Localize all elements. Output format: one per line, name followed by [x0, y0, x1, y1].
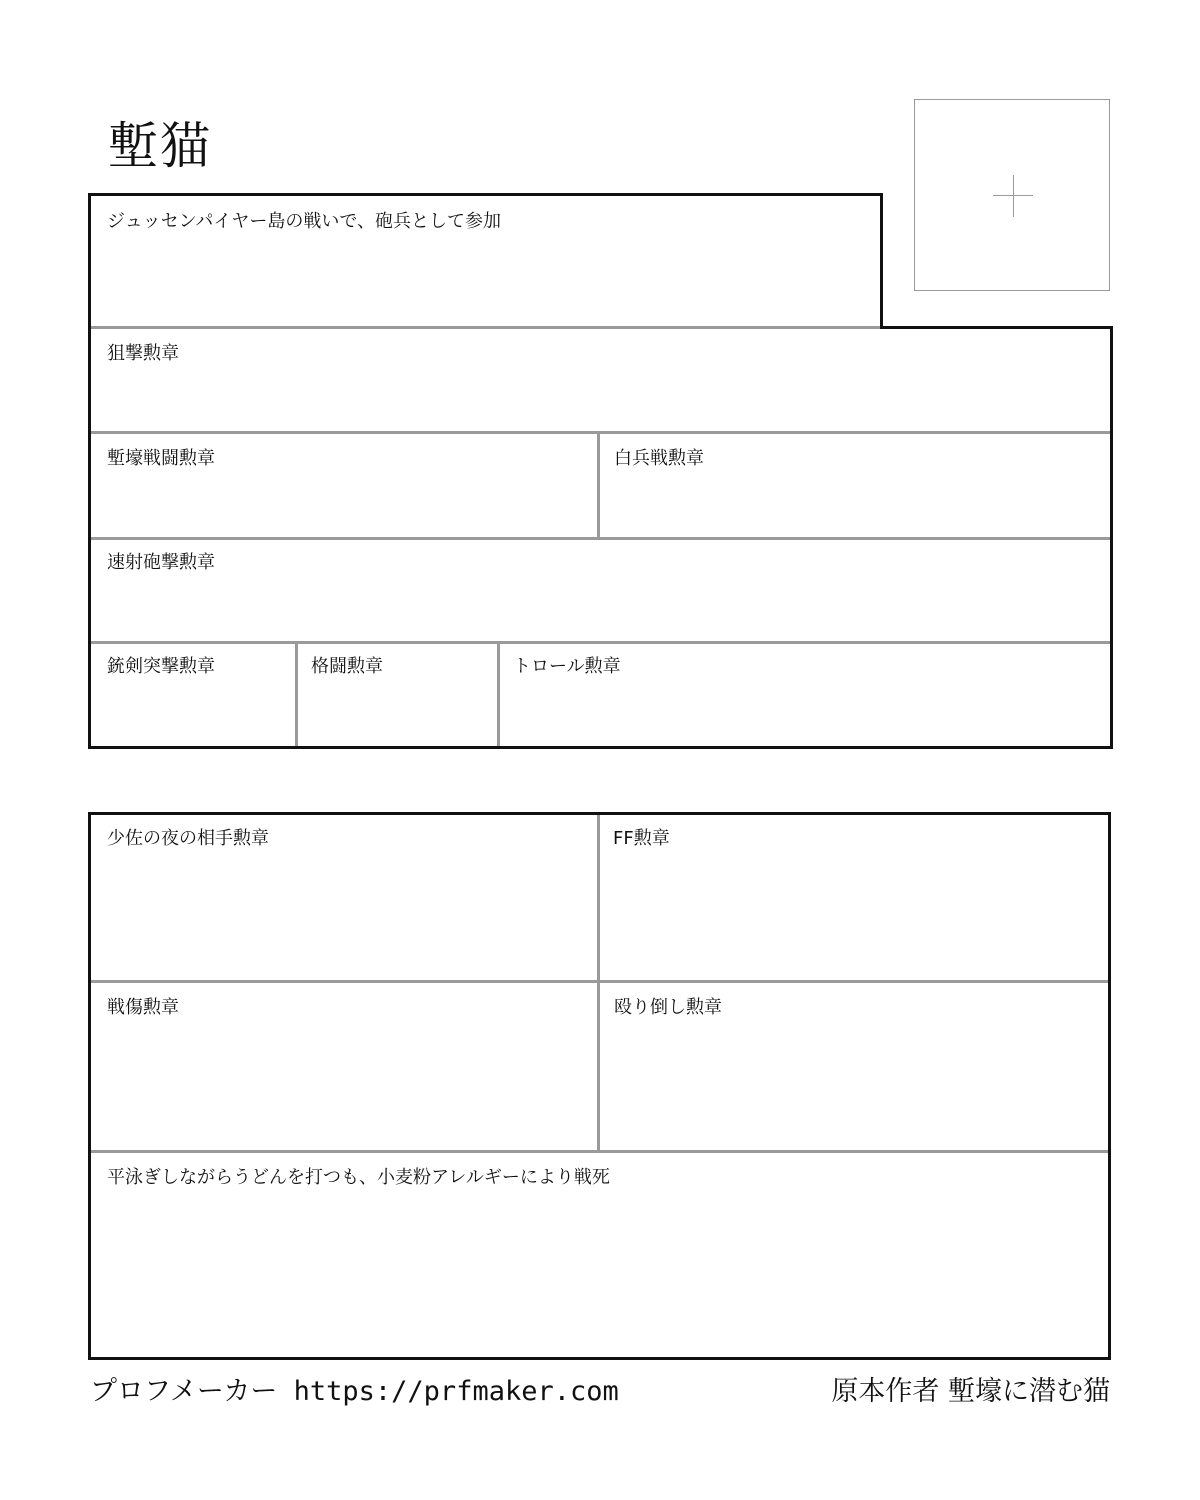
troll-medal-field[interactable]: トロール勲章	[513, 656, 621, 677]
night-medal-field[interactable]: 少佐の夜の相手勲章	[107, 828, 269, 849]
intro-text[interactable]: ジュッセンパイヤー島の戦いで、砲兵として参加	[107, 211, 502, 232]
border	[88, 812, 91, 1360]
divider	[497, 644, 500, 746]
rapidfire-medal-field[interactable]: 速射砲撃勲章	[107, 552, 215, 573]
border	[1110, 326, 1113, 749]
divider	[91, 431, 1110, 434]
trench-medal-field[interactable]: 塹壕戦闘勲章	[107, 448, 215, 469]
melee-medal-field[interactable]: 白兵戦勲章	[614, 448, 704, 469]
author-credit: 原本作者 塹壕に潜む猫	[831, 1376, 1110, 1407]
beatdown-medal-field[interactable]: 殴り倒し勲章	[614, 997, 722, 1018]
sniper-medal-field[interactable]: 狙撃勲章	[107, 343, 179, 364]
divider	[91, 537, 1110, 540]
profile-title: 塹猫	[108, 117, 212, 175]
bayonet-medal-field[interactable]: 銃剣突撃勲章	[107, 656, 215, 677]
ff-medal-field[interactable]: FF勲章	[613, 828, 670, 849]
divider	[91, 641, 1110, 644]
divider	[295, 644, 298, 746]
divider	[91, 1150, 1108, 1153]
divider	[91, 980, 1108, 983]
border	[88, 193, 883, 196]
maker-credit: プロフメーカー https://prfmaker.com	[90, 1376, 619, 1407]
border	[88, 193, 91, 749]
divider	[597, 434, 600, 537]
wounded-medal-field[interactable]: 戦傷勲章	[107, 997, 179, 1018]
divider	[597, 815, 600, 1152]
grappling-medal-field[interactable]: 格闘勲章	[311, 656, 383, 677]
divider	[91, 326, 880, 329]
border	[88, 746, 1113, 749]
border	[880, 193, 883, 329]
plus-icon-vertical	[1013, 175, 1014, 217]
photo-upload-box[interactable]	[914, 99, 1110, 291]
border	[880, 326, 1113, 329]
death-text-field[interactable]: 平泳ぎしながらうどんを打つも、小麦粉アレルギーにより戦死	[107, 1167, 610, 1188]
border	[88, 1357, 1111, 1360]
border	[1108, 812, 1111, 1360]
